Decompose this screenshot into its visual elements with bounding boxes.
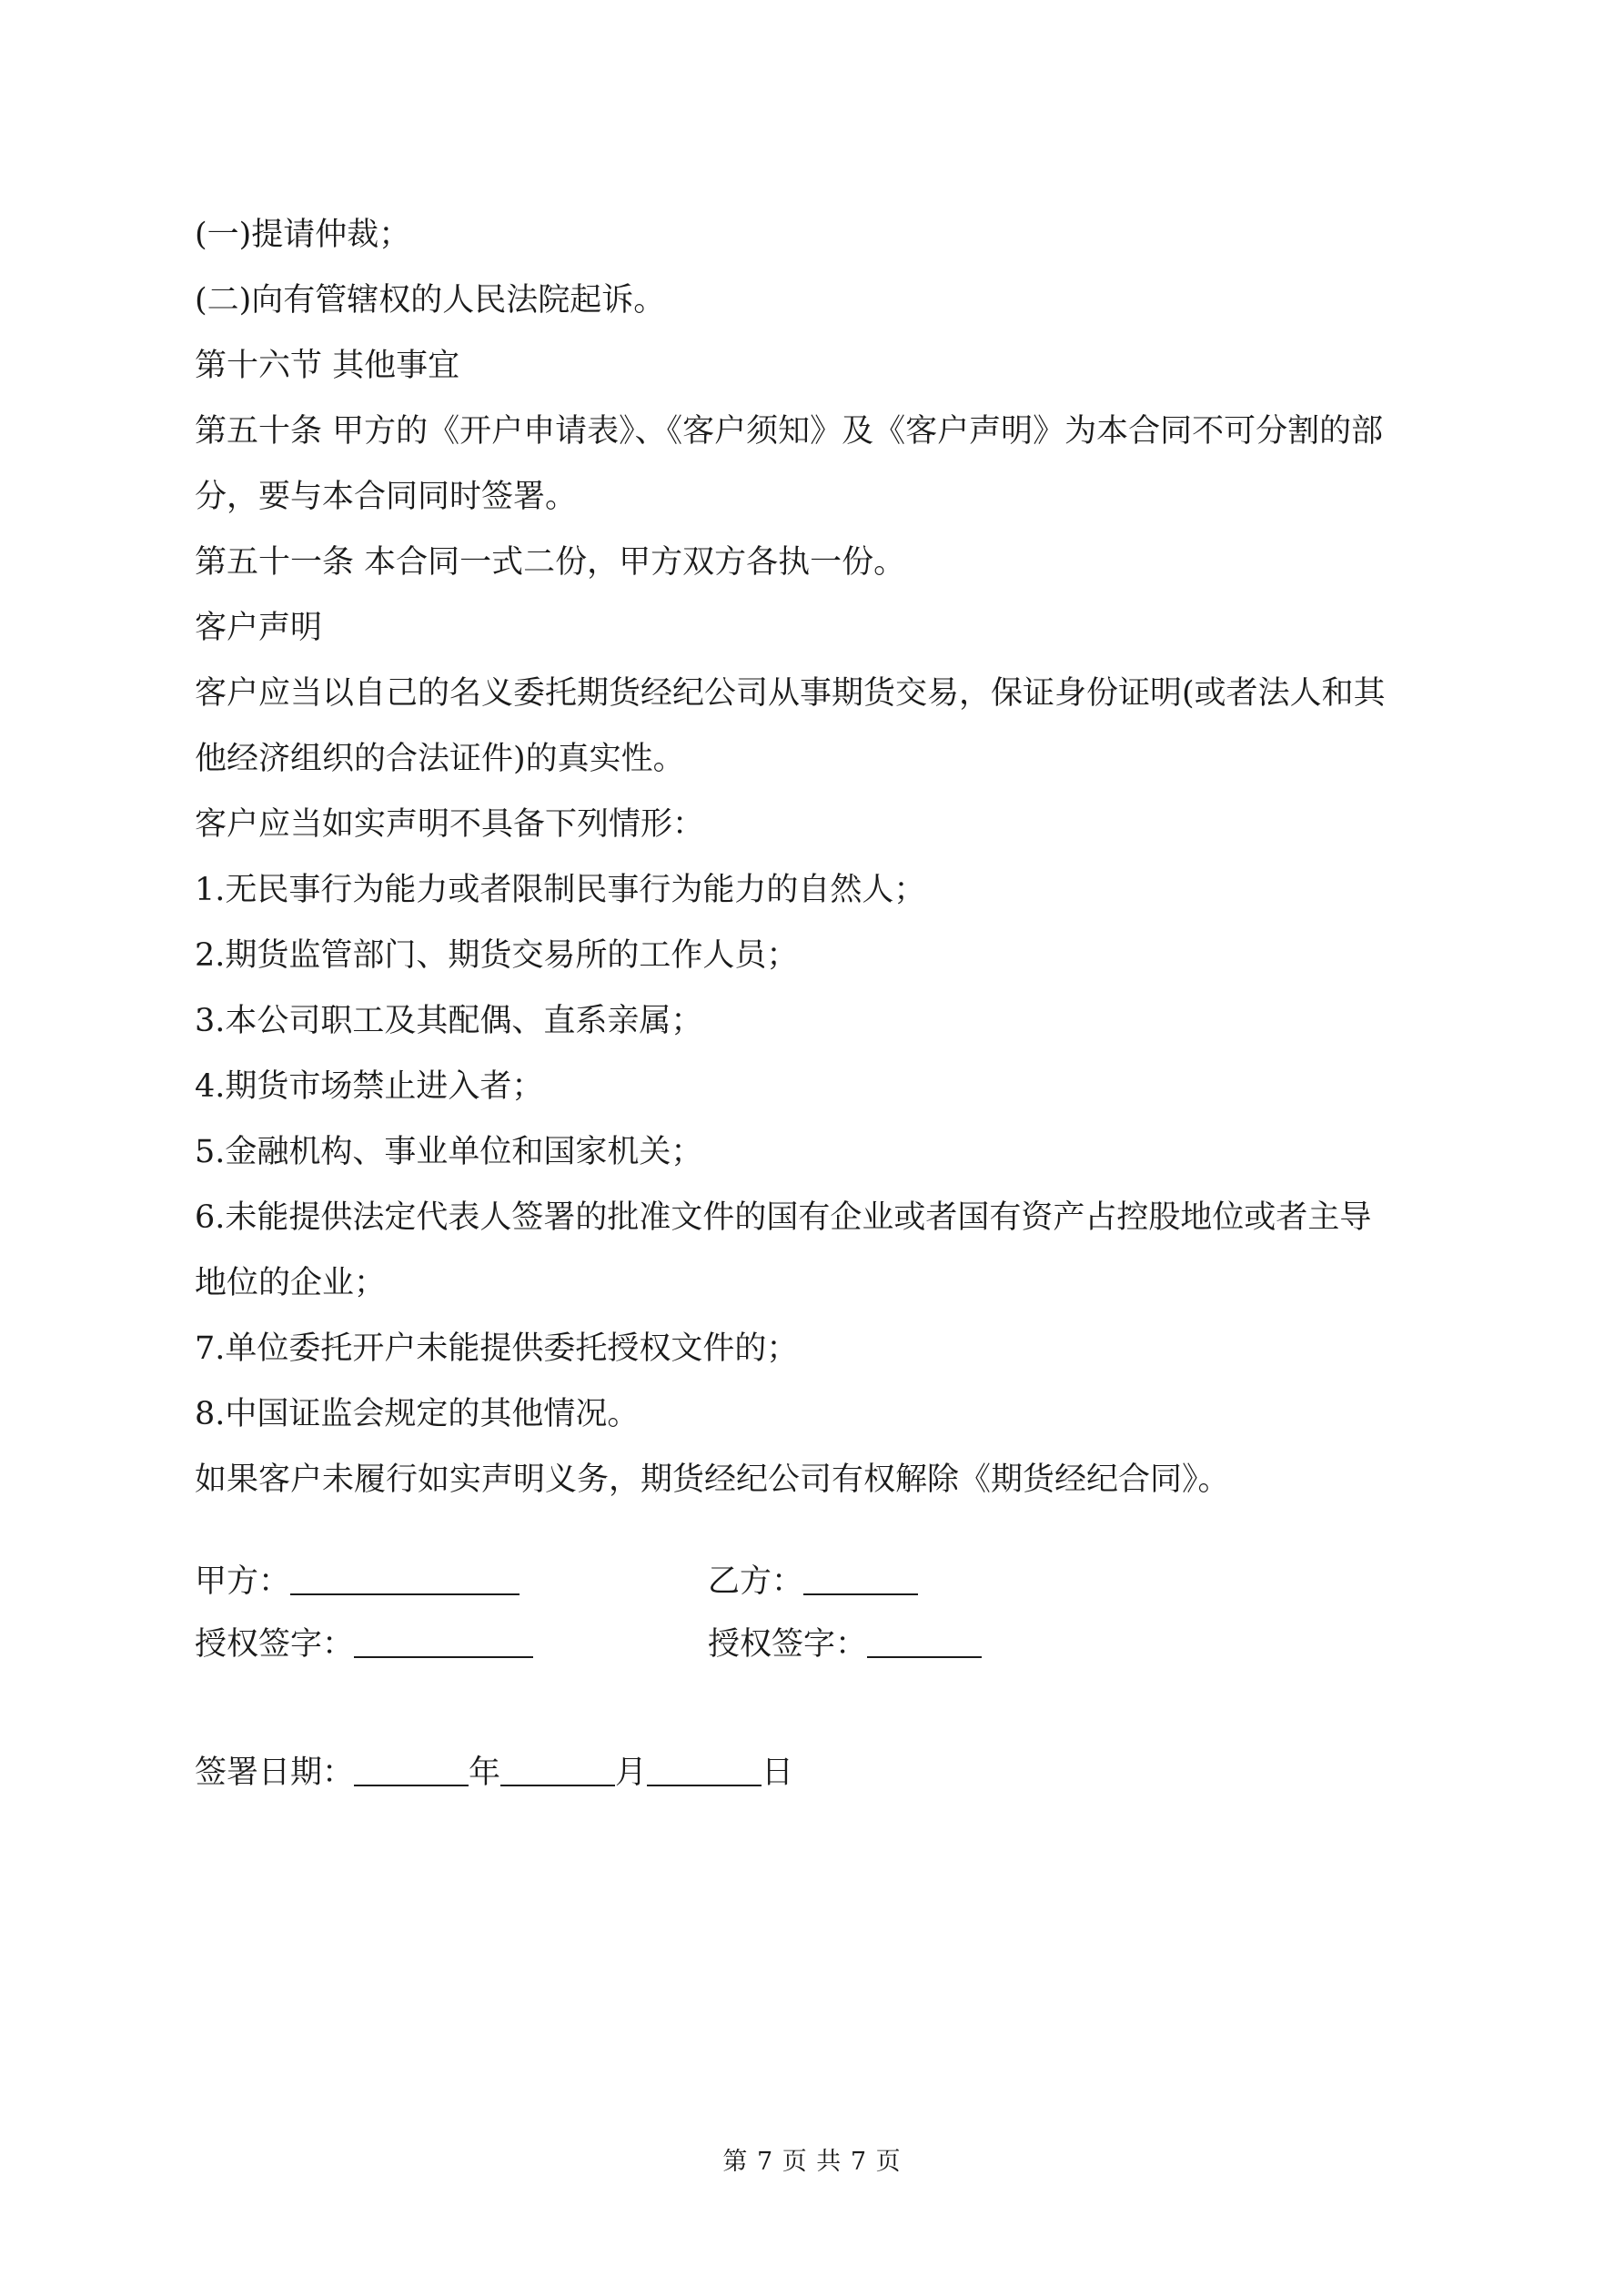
party-b-blank[interactable] <box>803 1566 918 1595</box>
day-label: 日 <box>762 1755 794 1791</box>
party-a-label: 甲方： <box>195 1563 291 1600</box>
list-item: 2.期货监管部门、期货交易所的工作人员； <box>195 937 799 974</box>
auth-b-label: 授权签字： <box>708 1626 868 1663</box>
auth-a-label: 授权签字： <box>195 1626 355 1663</box>
party-a-line <box>195 1556 519 1602</box>
text-line: 客户应当以自己的名义委托期货经纪公司从事期货交易，保证身份证明(或者法人和其 <box>195 675 1386 712</box>
text-line: 分，要与本合同同时签署。 <box>195 479 578 515</box>
year-label: 年 <box>469 1755 501 1791</box>
list-item: 8.中国证监会规定的其他情况。 <box>195 1396 640 1432</box>
list-item: 4.期货市场禁止进入者； <box>195 1068 544 1105</box>
text-line: (二)向有管辖权的人民法院起诉。 <box>195 282 666 319</box>
list-item: 6.未能提供法定代表人签署的批准文件的国有企业或者国有资产占控股地位或者主导 <box>195 1199 1372 1236</box>
month-blank[interactable] <box>500 1757 615 1786</box>
signing-date-line <box>195 1747 793 1793</box>
list-item: 3.本公司职工及其配偶、直系亲属； <box>195 1003 703 1039</box>
list-item: 1.无民事行为能力或者限制民事行为能力的自然人； <box>195 872 926 908</box>
text-line: 如果客户未履行如实声明义务，期货经纪公司有权解除《期货经纪合同》。 <box>195 1462 1230 1498</box>
auth-a-blank[interactable] <box>354 1629 533 1658</box>
day-blank[interactable] <box>647 1757 762 1786</box>
month-label: 月 <box>615 1755 648 1791</box>
text-line: 第五十条 甲方的《开户申请表》、《客户须知》及《客户声明》为本合同不可分割的部 <box>195 413 1384 450</box>
party-a-blank[interactable] <box>290 1566 519 1595</box>
section-heading: 第十六节 其他事宜 <box>195 348 460 384</box>
auth-a-line <box>195 1619 533 1664</box>
text-line: 客户应当如实声明不具备下列情形： <box>195 806 705 843</box>
list-item: 5.金融机构、事业单位和国家机关； <box>195 1134 703 1170</box>
text-line: 他经济组织的合法证件)的真实性。 <box>195 741 685 777</box>
year-blank[interactable] <box>354 1757 469 1786</box>
party-b-line <box>708 1556 918 1602</box>
text-line: (一)提请仲裁； <box>195 217 411 253</box>
section-heading: 客户声明 <box>195 610 323 646</box>
party-b-label: 乙方： <box>708 1563 804 1600</box>
auth-b-line <box>708 1619 982 1664</box>
document-body <box>195 202 1450 1512</box>
page-number-footer: 第 7 页 共 7 页 <box>722 2148 902 2176</box>
list-item: 7.单位委托开户未能提供委托授权文件的； <box>195 1330 799 1367</box>
text-line: 第五十一条 本合同一式二份，甲方双方各执一份。 <box>195 544 906 581</box>
auth-b-blank[interactable] <box>867 1629 982 1658</box>
date-label: 签署日期： <box>195 1755 355 1791</box>
list-item: 地位的企业； <box>195 1265 387 1301</box>
